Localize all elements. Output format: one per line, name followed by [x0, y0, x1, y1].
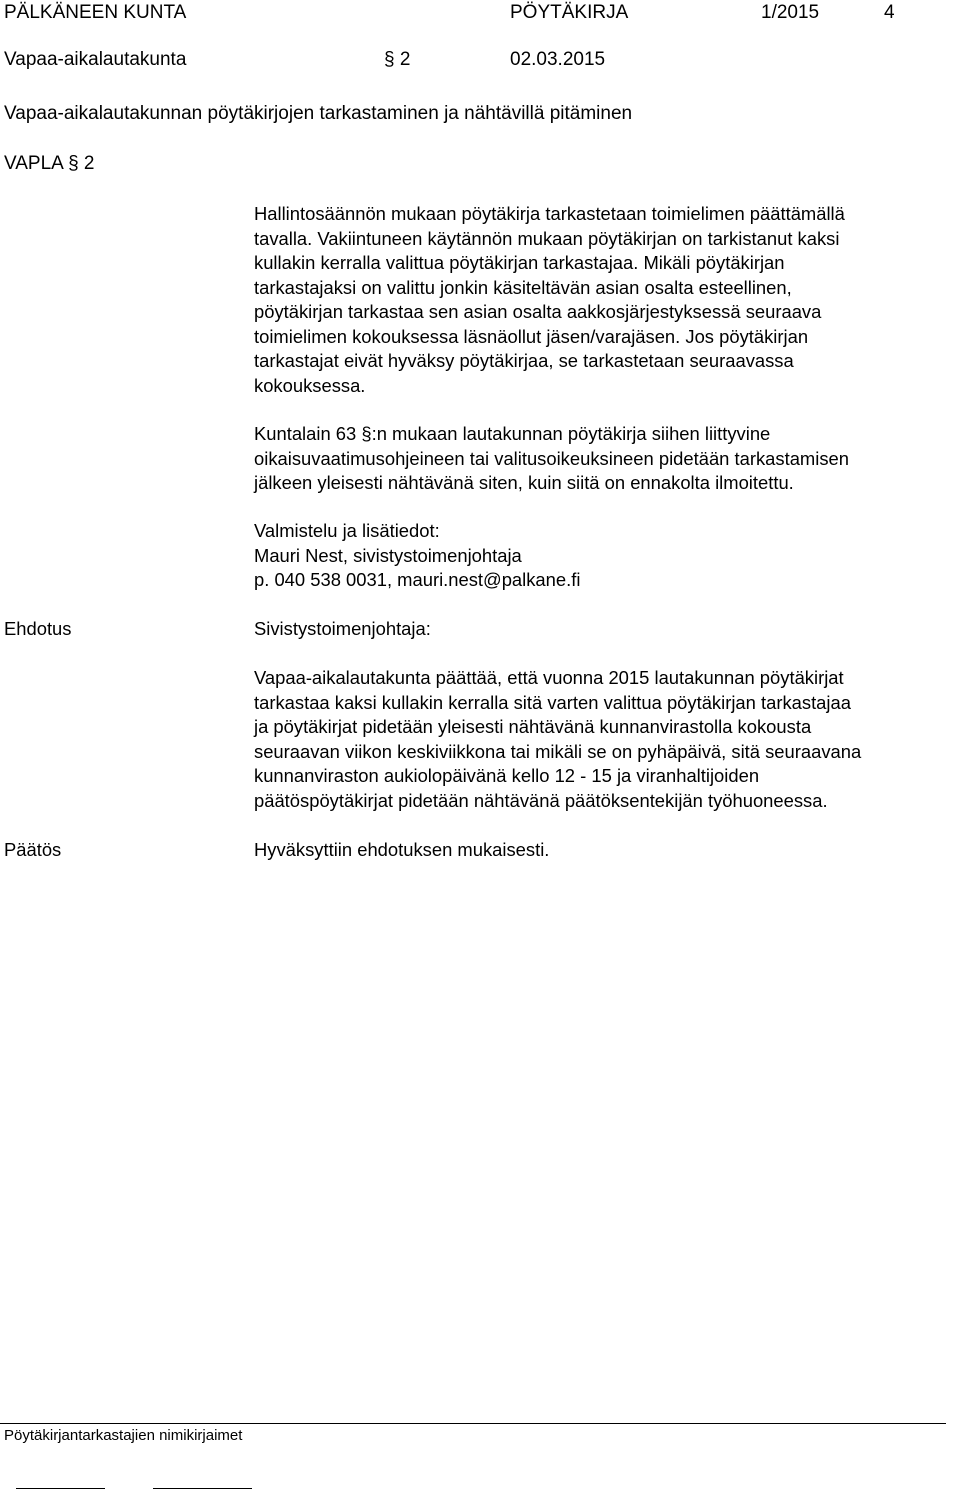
item-title: Vapaa-aikalautakunnan pöytäkirjojen tarkastaminen ja nähtävillä pitäminen [4, 103, 633, 124]
text-line: Vapaa-aikalautakunta päättää, että vuonna 2015 lautakunnan pöytäkirjat [254, 667, 844, 688]
text-line: kokouksessa. [254, 374, 366, 396]
proposer-title: Sivistystoimenjohtaja: [254, 618, 431, 639]
section-number: § 2 [384, 49, 411, 70]
document-type: PÖYTÄKIRJA [510, 2, 629, 23]
text-line: päätöspöytäkirjat pidetään nähtävänä päätöksentekijän työhuoneessa. [254, 789, 828, 811]
text-line: toimielimen kokouksessa läsnäollut jäsen/varajäsen. Jos pöytäkirjan [254, 325, 809, 347]
contact-heading: Valmistelu ja lisätiedot: [254, 520, 440, 541]
text-line: ja pöytäkirjat pidetään yleisesti nähtävänä kunnanvirastolla kokousta [254, 716, 812, 737]
text-line: jälkeen yleisesti nähtävänä siten, kuin siitä on ennakolta ilmoitettu. [254, 472, 794, 493]
preparation-paragraph-1 [254, 202, 958, 398]
text-line: oikaisuvaatimusohjeineen tai valitusoikeuksineen pidetään tarkastamisen [254, 447, 849, 469]
text-line: tarkastajat eivät hyväksy pöytäkirjaa, se tarkastetaan seuraavassa [254, 350, 794, 371]
text-line: tavalla. Vakiintuneen käytännön mukaan pöytäkirjan on tarkistanut kaksi [254, 227, 840, 249]
text-line: pöytäkirjan tarkastaa sen asian osalta aakkosjärjestyksessä seuraava [254, 301, 822, 322]
initials-line-2 [153, 1488, 252, 1489]
decision-text: Hyväksyttiin ehdotuksen mukaisesti. [254, 839, 550, 860]
contact-phone: p. 040 538 0031, mauri.nest@palkane.fi [254, 569, 581, 590]
text-line: tarkastajaksi on valittu jonkin käsiteltävän asian osalta esteellinen, [254, 276, 792, 298]
contact-name: Mauri Nest, sivistystoimenjohtaja [254, 544, 522, 566]
text-line: tarkastaa kaksi kullakin kerralla sitä varten valittua pöytäkirjan tarkastajaa [254, 691, 851, 713]
document-number: 1/2015 [761, 2, 820, 23]
proposal-text [254, 666, 958, 813]
decision-text-block [254, 838, 958, 863]
meeting-date: 02.03.2015 [510, 49, 606, 70]
initials-line-1 [16, 1488, 105, 1489]
page-number: 4 [884, 2, 895, 23]
contact-info [254, 519, 958, 593]
text-line: Hallintosäännön mukaan pöytäkirja tarkastetaan toimielimen päättämällä [254, 203, 845, 224]
footer-label: Pöytäkirjantarkastajien nimikirjaimet [4, 1427, 243, 1444]
proposer [254, 617, 958, 642]
decision-label: Päätös [4, 839, 62, 860]
proposal-label: Ehdotus [4, 618, 72, 639]
municipality-name: PÄLKÄNEEN KUNTA [4, 2, 187, 23]
text-line: seuraavan viikon keskiviikkona tai mikäli se on pyhäpäivä, sitä seuraavana [254, 740, 862, 762]
item-code: VAPLA § 2 [4, 153, 95, 174]
text-line: Kuntalain 63 §:n mukaan lautakunnan pöytäkirja siihen liittyvine [254, 423, 771, 444]
text-line: kullakin kerralla valittua pöytäkirjan tarkastajaa. Mikäli pöytäkirjan [254, 252, 785, 273]
footer-divider [0, 1423, 946, 1424]
committee-name: Vapaa-aikalautakunta [4, 49, 187, 70]
text-line: kunnanviraston aukiolopäivänä kello 12 - 15 ja viranhaltijoiden [254, 765, 760, 786]
preparation-paragraph-2 [254, 422, 958, 496]
